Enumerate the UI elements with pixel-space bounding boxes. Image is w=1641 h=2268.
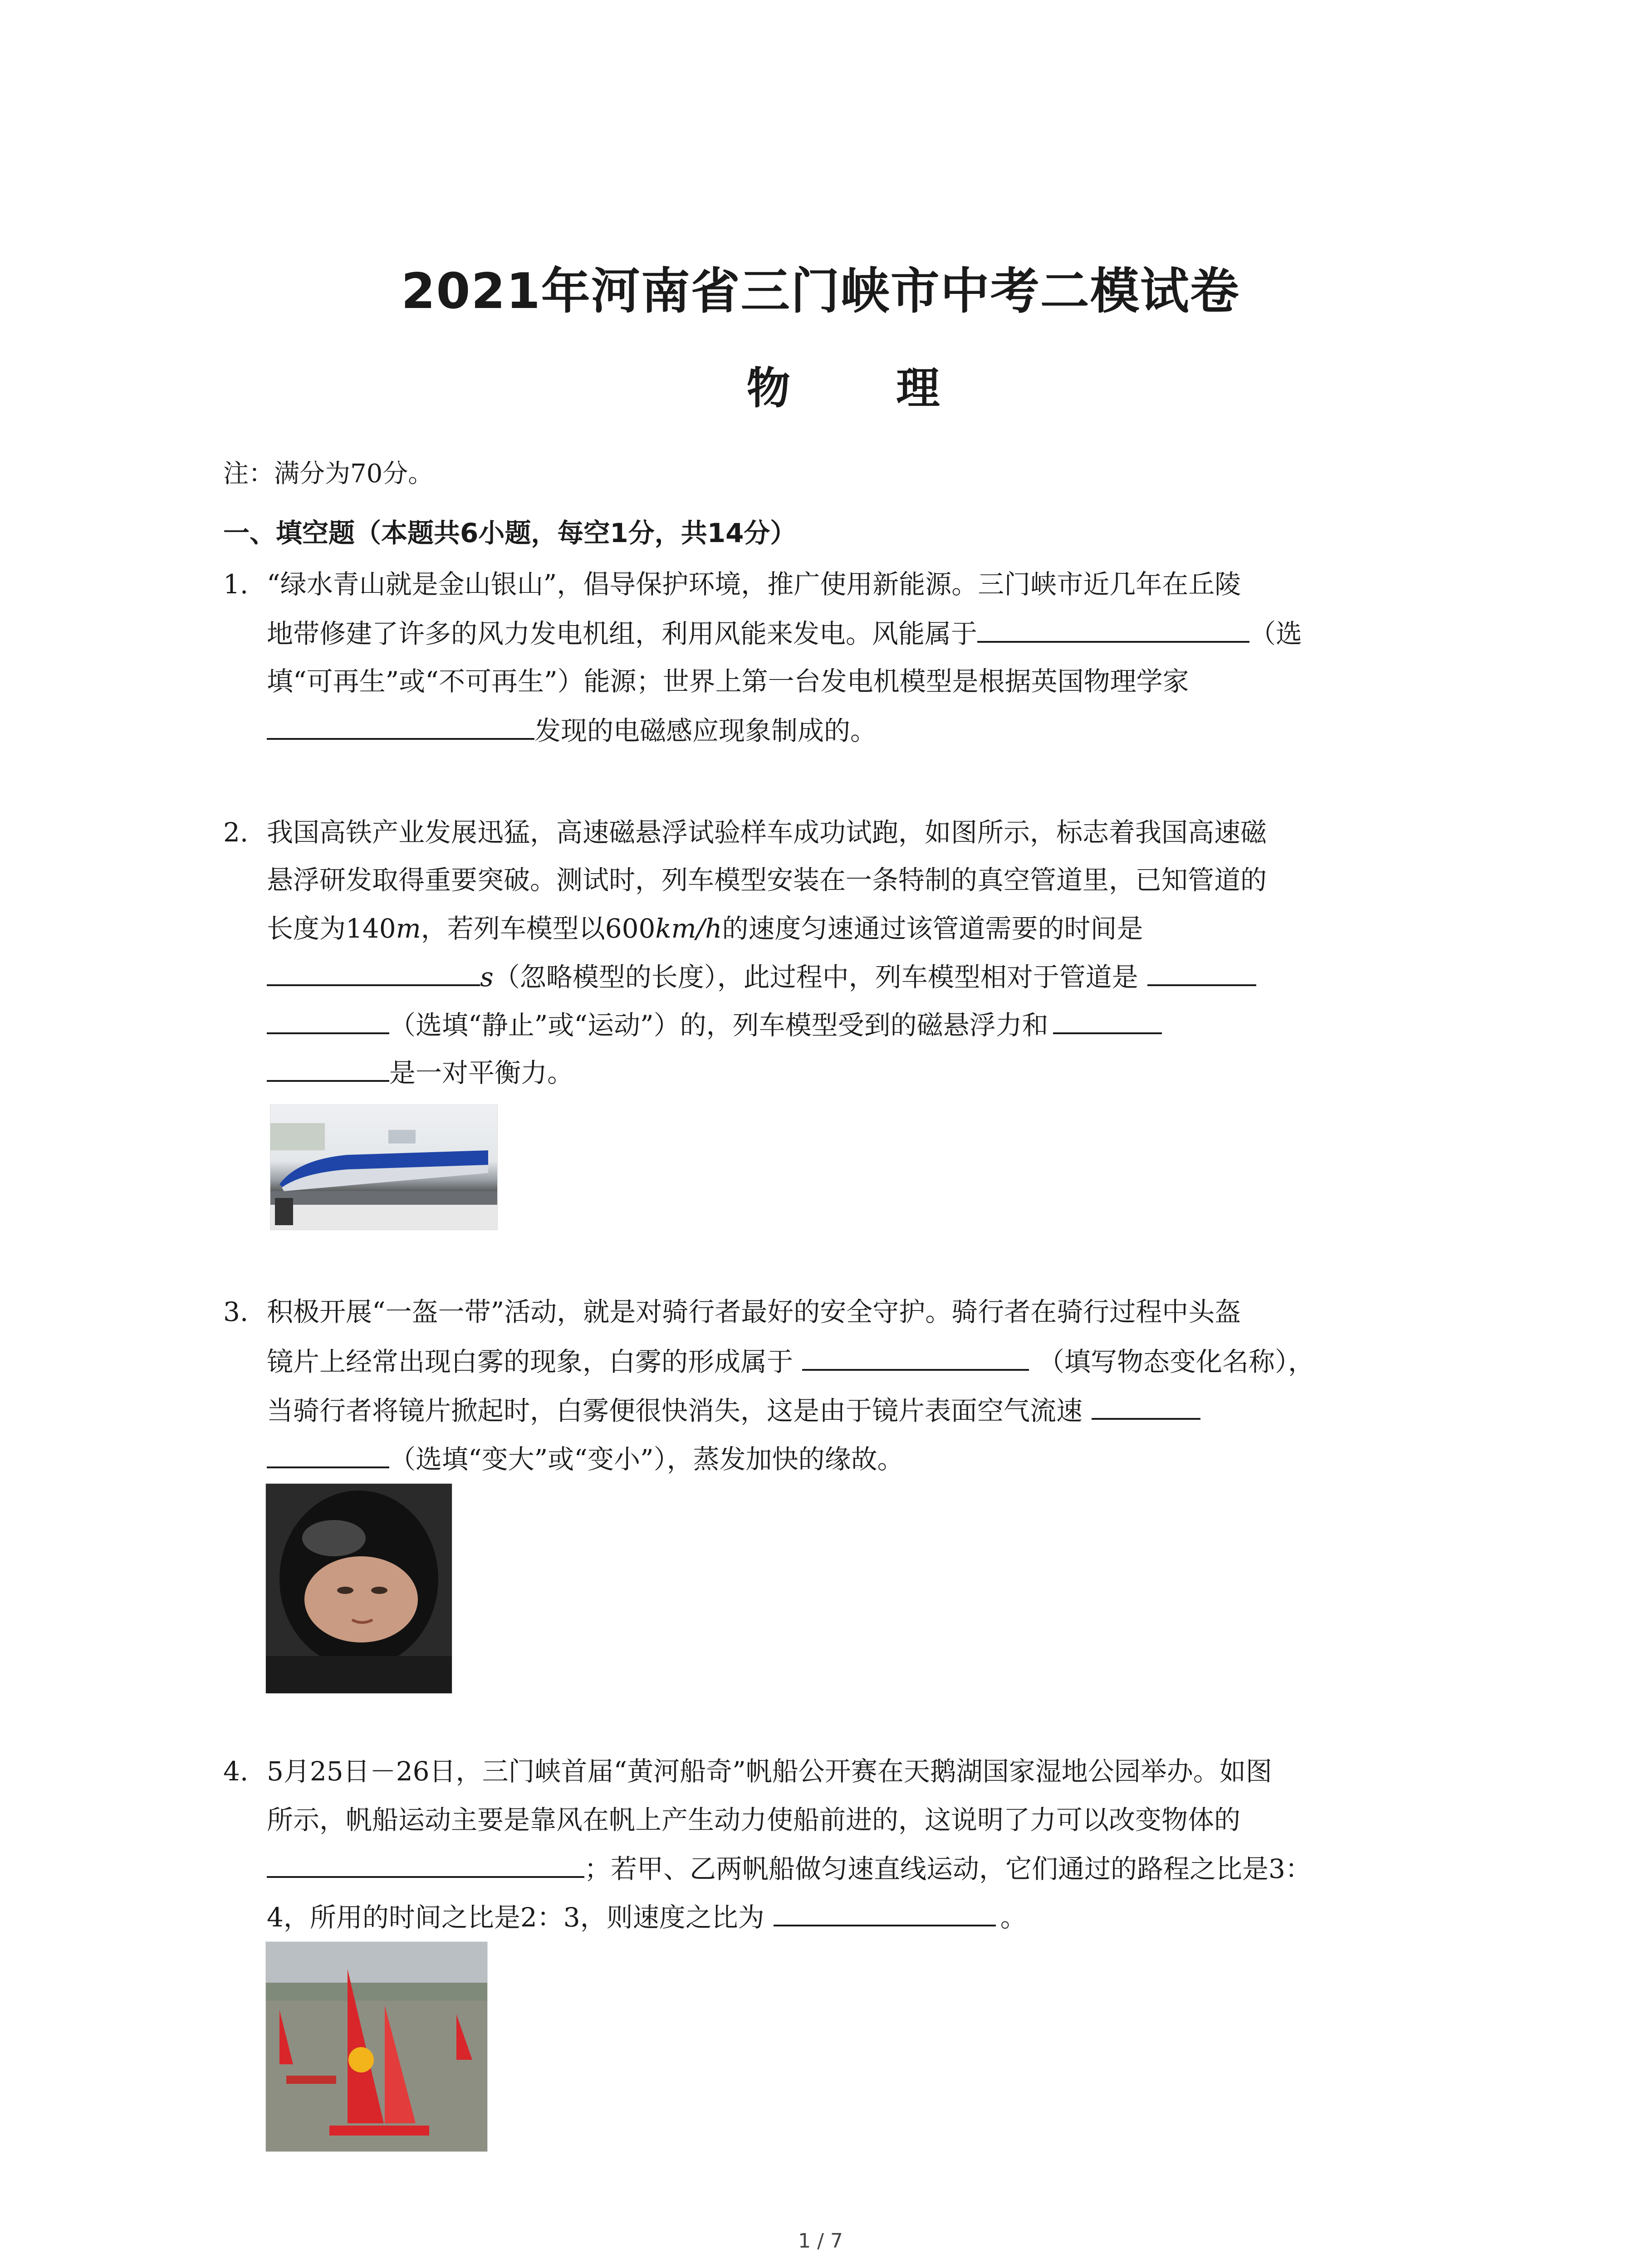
q2-text: ，若列车模型以600 (421, 913, 656, 944)
score-note: 注：满分为70分。 (223, 459, 434, 489)
answer-blank[interactable] (1147, 958, 1256, 986)
q2-text: 长度为140 (267, 913, 396, 944)
sailboat-race-image (265, 1941, 488, 2152)
answer-blank[interactable] (267, 1054, 389, 1082)
q1-line-1: “绿水青山就是金山银山”，倡导保护环境，推广使用新能源。三门峡市近几年在丘陵 (267, 569, 1241, 600)
question-number: 3. (223, 1296, 249, 1327)
exam-title: 2021年河南省三门峡市中考二模试卷 (401, 263, 1240, 320)
maglev-train-image (270, 1105, 498, 1230)
q1-text: 发现的电磁感应现象制成的。 (534, 715, 877, 746)
q3-text: （填写物态变化名称）， (1038, 1346, 1315, 1377)
sailboat-illustration (266, 1942, 487, 2151)
q1-text: 地带修建了许多的风力发电机组，利用风能来发电。风能属于 (267, 618, 978, 649)
question-number: 1. (223, 569, 249, 600)
q2-line-4 (267, 958, 1256, 995)
page-number: 1 / 7 (798, 2229, 843, 2253)
q4-line-4 (267, 1898, 1027, 1936)
answer-blank[interactable] (774, 1898, 996, 1926)
q3-line-2 (267, 1343, 1314, 1380)
question-number: 4. (223, 1756, 249, 1787)
unit-s: s (480, 962, 494, 992)
q4-line-1: 5月25日－26日，三门峡首届“黄河船奇”帆船公开赛在天鹅湖国家湿地公园举办。如图 (267, 1756, 1272, 1787)
q2-line-3 (267, 910, 1143, 947)
q2-line-2: 悬浮研发取得重要突破。测试时，列车模型安装在一条特制的真空管道里，已知管道的 (267, 865, 1267, 895)
q3-line-4 (267, 1440, 904, 1477)
subject-title: 物 理 (746, 363, 985, 414)
q1-text: （选 (1249, 618, 1303, 649)
q2-line-1: 我国高铁产业发展迅猛，高速磁悬浮试验样车成功试跑，如图所示，标志着我国高速磁 (267, 817, 1267, 848)
maglev-train-illustration (270, 1105, 497, 1230)
unit-kmh: km/h (655, 913, 722, 944)
question-number: 2. (223, 817, 249, 848)
answer-blank[interactable] (267, 1850, 584, 1878)
answer-blank[interactable] (267, 1006, 389, 1034)
helmet-illustration (266, 1484, 452, 1693)
q4-line-3 (267, 1850, 1312, 1887)
q1-line-4 (267, 712, 877, 749)
q1-line-3: 填“可再生”或“不可再生”）能源；世界上第一台发电机模型是根据英国物理学家 (267, 666, 1189, 697)
unit-m: m (396, 913, 421, 944)
q3-text: 当骑行者将镜片掀起时，白雾便很快消失，这是由于镜片表面空气流速 (267, 1395, 1083, 1426)
answer-blank[interactable] (267, 1440, 389, 1468)
q2-text: （选填“静止”或“运动”）的，列车模型受到的磁悬浮力和 (389, 1010, 1048, 1041)
q3-text: 镜片上经常出现白雾的现象，白雾的形成属于 (267, 1346, 794, 1377)
section-heading: 一、填空题（本题共6小题，每空1分，共14分） (223, 518, 797, 548)
answer-blank[interactable] (1053, 1006, 1162, 1034)
q4-text: 4，所用的时间之比是2：3，则速度之比为 (267, 1902, 764, 1933)
q2-text: 的速度匀速通过该管道需要的时间是 (722, 913, 1143, 944)
q3-text: （选填“变大”或“变小”），蒸发加快的缘故。 (389, 1444, 904, 1475)
answer-blank[interactable] (267, 958, 480, 986)
answer-blank[interactable] (977, 615, 1249, 643)
q3-line-3 (267, 1392, 1200, 1429)
q2-line-5 (267, 1006, 1162, 1043)
q2-text: 是一对平衡力。 (389, 1057, 574, 1088)
helmet-rider-image (265, 1483, 452, 1694)
q2-line-6 (267, 1054, 573, 1091)
answer-blank[interactable] (802, 1343, 1029, 1371)
q4-text: 。 (1000, 1902, 1027, 1933)
q4-line-2: 所示，帆船运动主要是靠风在帆上产生动力使船前进的，这说明了力可以改变物体的 (267, 1804, 1241, 1835)
q4-text: ；若甲、乙两帆船做匀速直线运动，它们通过的路程之比是3： (584, 1853, 1312, 1884)
q1-line-2 (267, 615, 1302, 652)
q2-text: （忽略模型的长度），此过程中，列车模型相对于管道是 (493, 962, 1138, 992)
answer-blank[interactable] (1092, 1392, 1200, 1420)
answer-blank[interactable] (267, 712, 534, 740)
q3-line-1: 积极开展“一盔一带”活动，就是对骑行者最好的安全守护。骑行者在骑行过程中头盔 (267, 1296, 1241, 1327)
